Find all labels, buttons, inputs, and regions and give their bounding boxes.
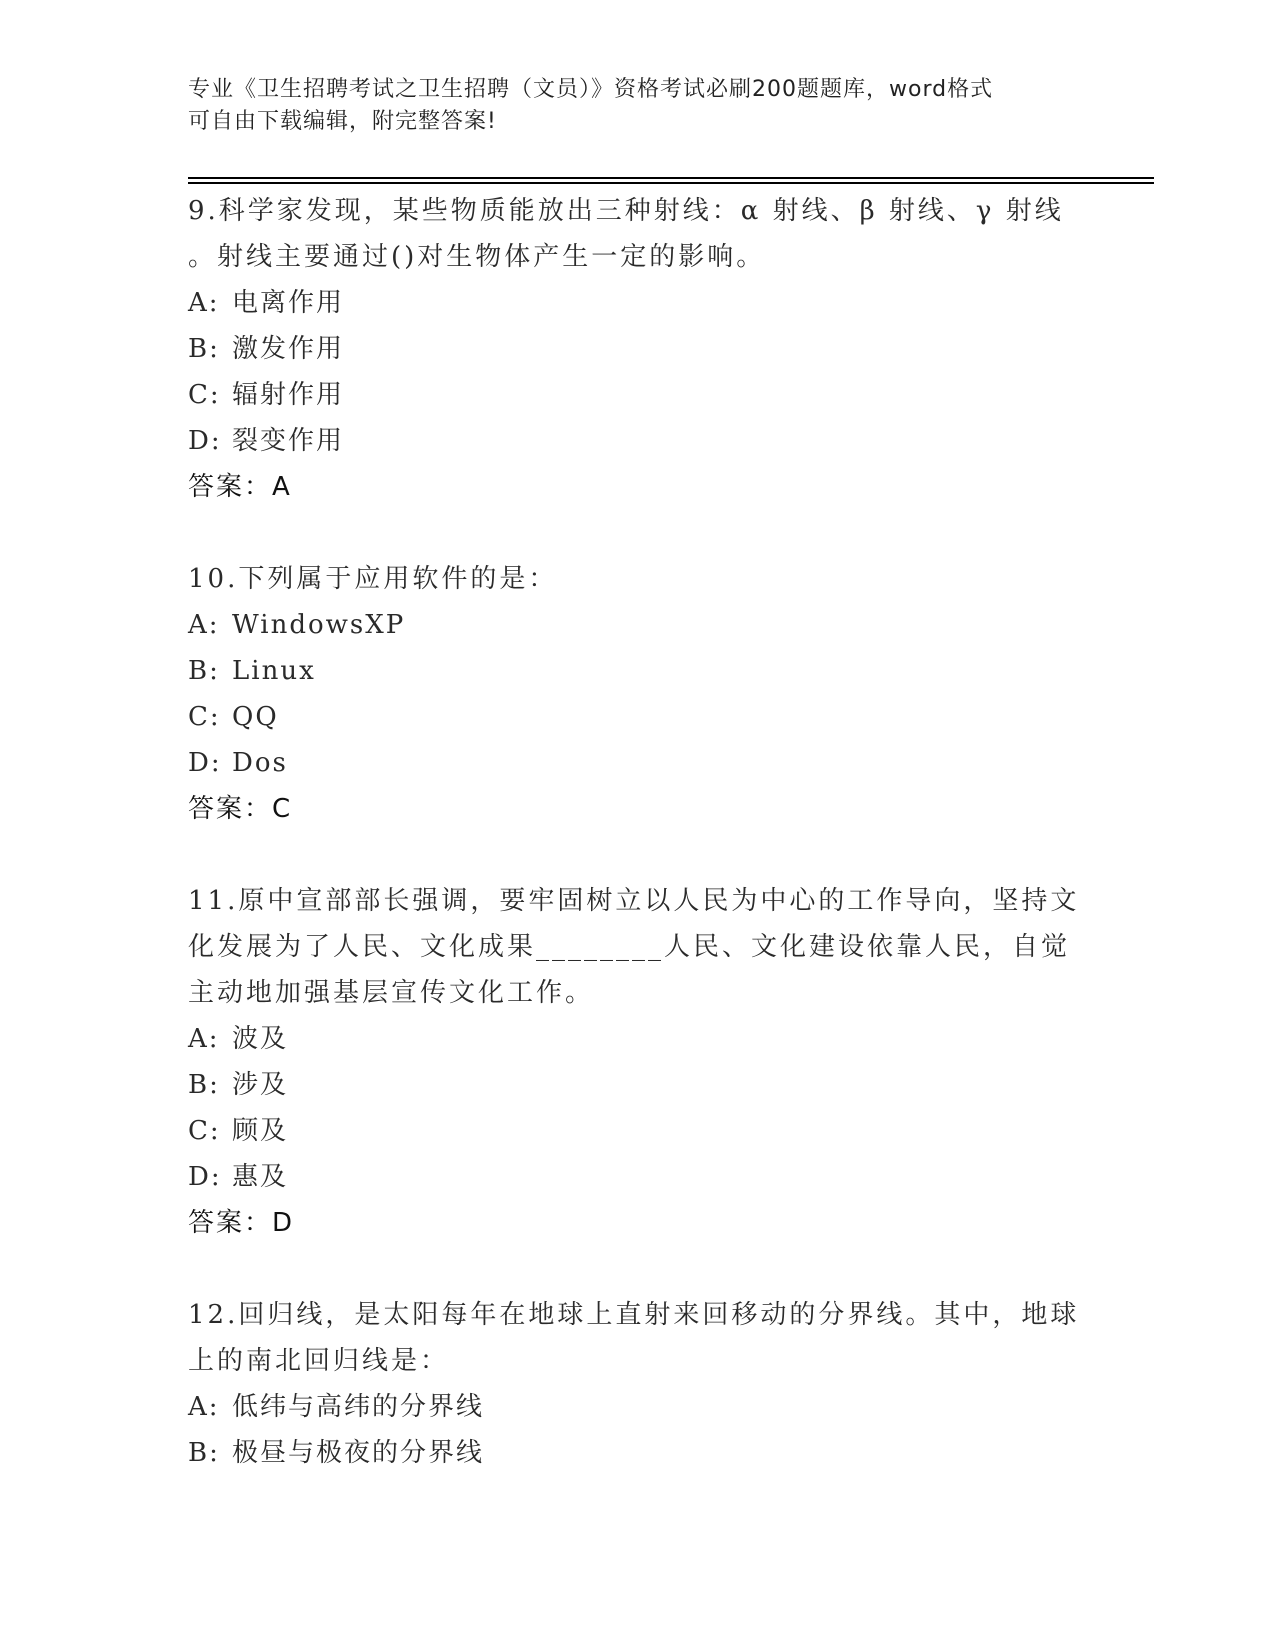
answer-line: 答案：D (188, 1208, 295, 1238)
question-10 (188, 556, 1088, 832)
question-text-line: 上的南北回归线是： (188, 1346, 450, 1376)
option-key: A: (188, 610, 220, 640)
option-c (188, 694, 1088, 740)
option-key: B: (188, 656, 220, 686)
option-c (188, 372, 1088, 418)
question-list (188, 188, 1088, 1522)
option-text: Dos (232, 748, 288, 778)
option-text: 顾及 (232, 1116, 289, 1146)
question-text-line: 11.原中宣部部长强调，要牢固树立以人民为中心的工作导向，坚持文 (188, 886, 1080, 916)
answer-line: 答案：A (188, 472, 292, 502)
option-text: 激发作用 (232, 334, 345, 364)
question-text-line: 。射线主要通过()对生物体产生一定的影响。 (188, 242, 766, 272)
option-key: D: (188, 426, 222, 456)
option-a (188, 1016, 1088, 1062)
option-key: C: (188, 702, 221, 732)
option-key: A: (188, 1392, 220, 1422)
option-text: 波及 (232, 1024, 289, 1054)
question-text-line: 9.科学家发现，某些物质能放出三种射线：α 射线、β 射线、γ 射线 (188, 196, 1064, 226)
question-11 (188, 878, 1088, 1246)
option-key: D: (188, 748, 222, 778)
option-text: WindowsXP (232, 610, 406, 640)
question-text-line: 10.下列属于应用软件的是： (188, 564, 558, 594)
option-a (188, 602, 1088, 648)
option-key: D: (188, 1162, 222, 1192)
question-text-line: 12.回归线，是太阳每年在地球上直射来回移动的分界线。其中，地球 (188, 1300, 1080, 1330)
option-b (188, 648, 1088, 694)
header-title-line-1: 专业《卫生招聘考试之卫生招聘（文员）》资格考试必刷200题题库，word格式 (188, 77, 994, 102)
option-b (188, 326, 1088, 372)
option-text: Linux (232, 656, 316, 686)
document-header (188, 74, 1088, 138)
option-key: B: (188, 1438, 220, 1468)
header-divider-bottom (188, 182, 1154, 184)
option-key: B: (188, 1070, 220, 1100)
option-d (188, 1154, 1088, 1200)
question-text-line: 主动地加强基层宣传文化工作。 (188, 978, 595, 1008)
option-b (188, 1430, 1088, 1476)
option-text: 惠及 (232, 1162, 289, 1192)
option-text: 低纬与高纬的分界线 (232, 1392, 485, 1422)
option-key: A: (188, 288, 220, 318)
option-key: B: (188, 334, 220, 364)
option-a (188, 1384, 1088, 1430)
header-divider-top (188, 177, 1154, 179)
option-d (188, 740, 1088, 786)
question-12 (188, 1292, 1088, 1476)
option-text: 涉及 (232, 1070, 289, 1100)
option-text: QQ (232, 702, 279, 732)
option-key: C: (188, 1116, 221, 1146)
option-c (188, 1108, 1088, 1154)
option-d (188, 418, 1088, 464)
option-text: 裂变作用 (232, 426, 345, 456)
option-a (188, 280, 1088, 326)
option-text: 辐射作用 (232, 380, 345, 410)
option-key: C: (188, 380, 221, 410)
answer-line: 答案：C (188, 794, 293, 824)
question-text-line: 化发展为了人民、文化成果________人民、文化建设依靠人民，自觉 (188, 932, 1071, 962)
option-key: A: (188, 1024, 220, 1054)
option-text: 极昼与极夜的分界线 (232, 1438, 485, 1468)
question-9 (188, 188, 1088, 510)
option-text: 电离作用 (232, 288, 345, 318)
header-title-line-2: 可自由下载编辑，附完整答案! (188, 109, 497, 134)
option-b (188, 1062, 1088, 1108)
